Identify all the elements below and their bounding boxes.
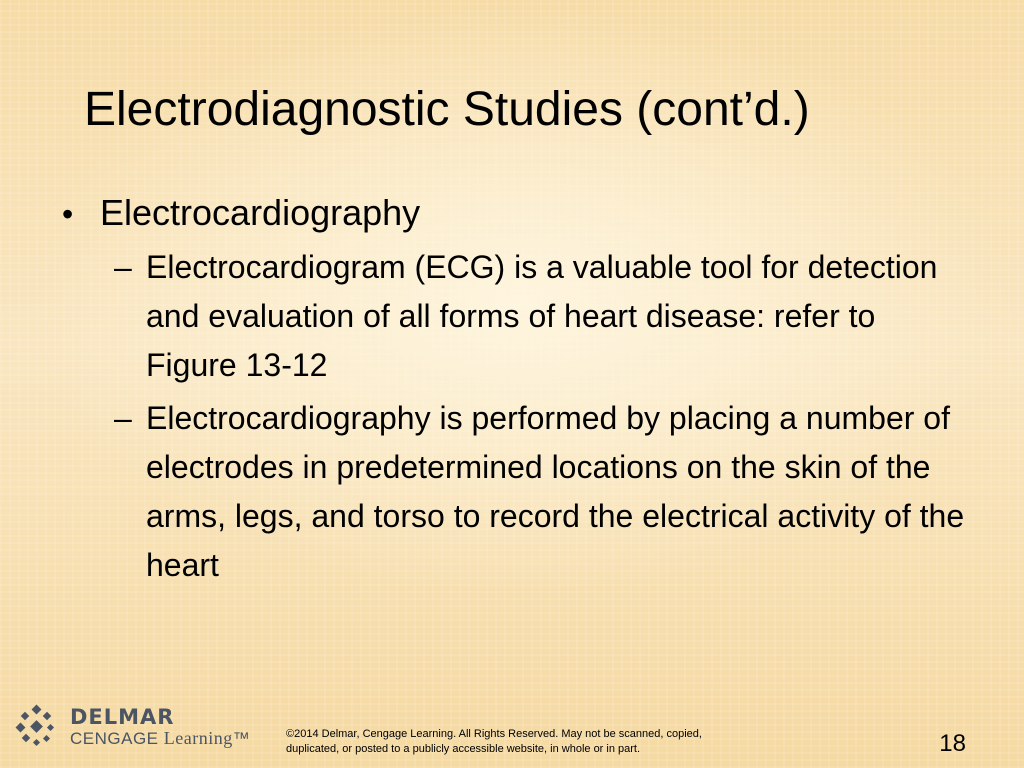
logo-cengage-learning — [70, 728, 250, 749]
slide-title: Electrodiagnostic Studies (cont’d.) — [84, 83, 810, 136]
bullet-marker: • — [62, 196, 74, 232]
cengage-dots-logo-icon — [14, 704, 60, 750]
logo-learning: Learning — [163, 727, 233, 748]
copyright-line: ©2014 Delmar, Cengage Learning. All Rights Reserved. May not be scanned, copied, — [286, 728, 702, 740]
logo-cengage: CENGAGE — [70, 728, 159, 748]
sub-bullet-list — [114, 243, 982, 590]
logo-delmar: DELMAR — [70, 704, 175, 729]
bullet-text: Electrocardiography — [100, 192, 421, 233]
sub-bullet-text: Electrocardiography is performed by placing a number of electrodes in predetermined locations on the skin of the arms, legs, and torso to record the electrical activity of the heart — [146, 400, 965, 583]
slide-content — [62, 190, 982, 594]
sub-bullet-marker: – — [114, 400, 132, 436]
logo-trademark: ™ — [232, 728, 251, 748]
sub-bullet-marker: – — [114, 249, 132, 285]
bullet-item — [62, 190, 982, 237]
delmar-cengage-logo — [14, 704, 250, 750]
sub-bullet-text: Electrocardiogram (ECG) is a valuable tool for detection and evaluation of all forms of heart disease: refer to Figure 13-12 — [146, 249, 938, 383]
logo-text — [70, 706, 250, 749]
page-number: 18 — [939, 730, 966, 757]
copyright-notice — [286, 727, 746, 757]
sub-bullet-item — [114, 243, 982, 390]
sub-bullet-item — [114, 394, 982, 590]
copyright-line: duplicated, or posted to a publicly accessible website, in whole or in part. — [286, 743, 641, 755]
